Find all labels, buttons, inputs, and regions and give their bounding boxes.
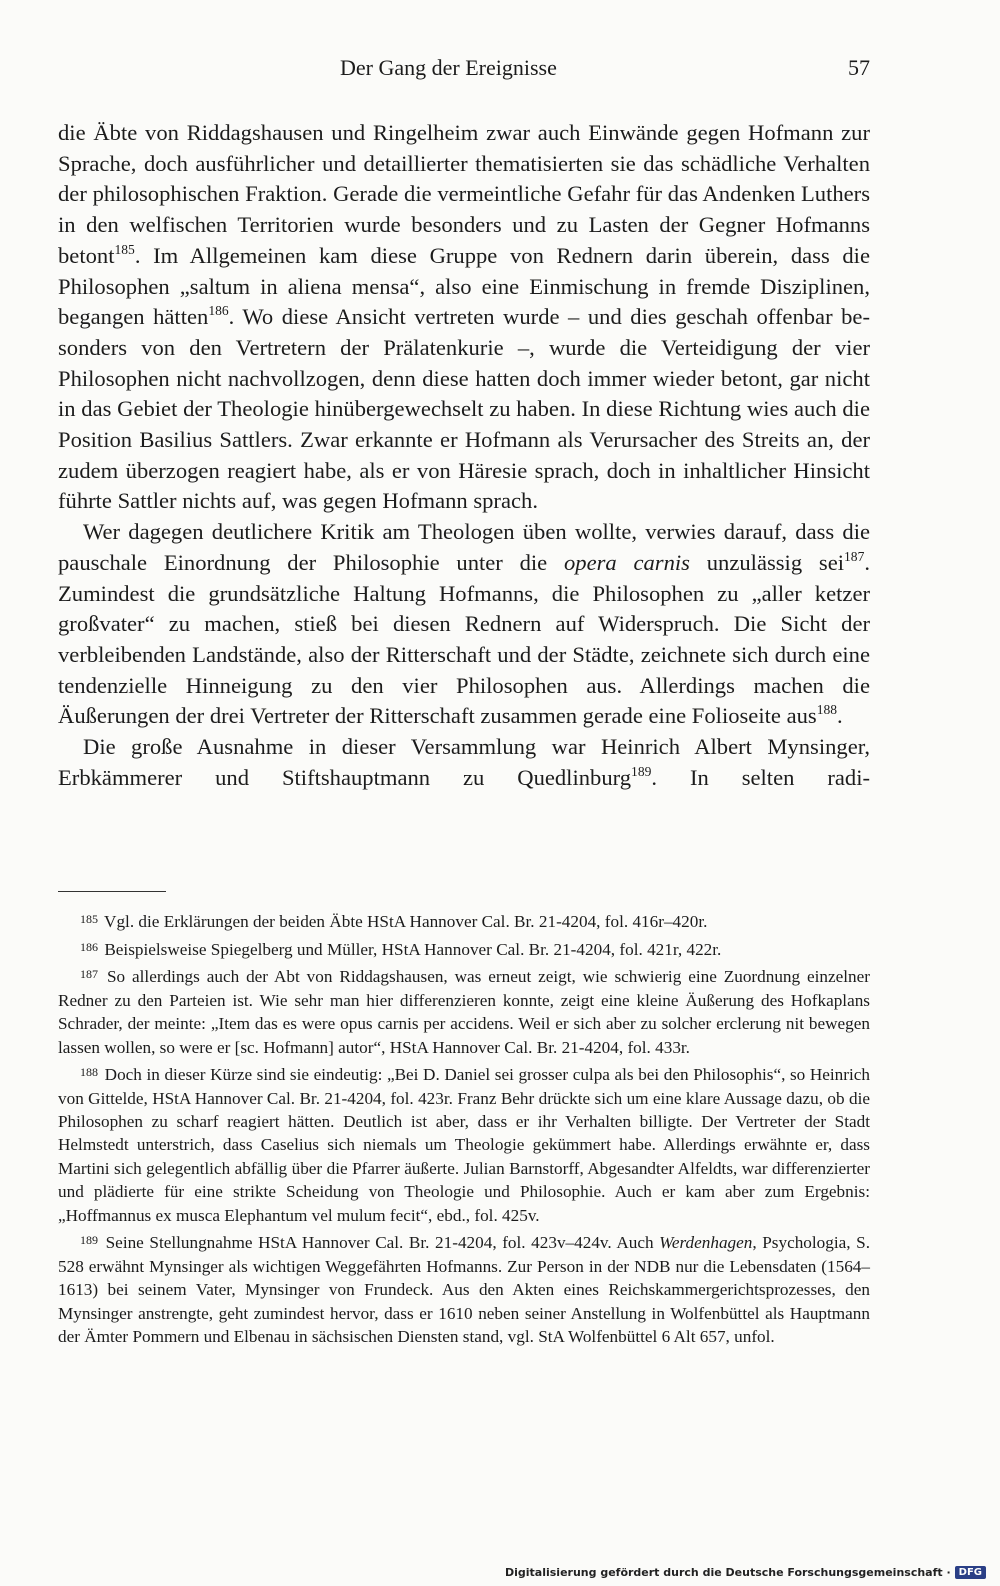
footnote-text: Seine Stellungnahme HStA Hannover Cal. Br. 21-4204, fol. 423v–424v. Auch [105, 1233, 660, 1253]
footnote-ref-189: 189 [631, 763, 652, 779]
footnote-ref-187: 187 [844, 549, 865, 565]
digitization-note: Digitalisierung gefördert durch die Deutsche Forschungsgemeinschaft · [504, 1565, 951, 1579]
italic-author: Werdenhagen [659, 1233, 753, 1253]
footnote-ref-186: 186 [208, 303, 229, 319]
page-header [58, 55, 870, 89]
footnote-number: 186 [80, 939, 99, 954]
paragraph [58, 732, 870, 793]
page-number: 57 [848, 55, 870, 80]
footnote-text: Vgl. die Erklärungen der beiden Äbte HStA Hannover Cal. Br. 21-4204, fol. 416r–420r. [104, 912, 708, 932]
footnote-185 [58, 908, 870, 934]
footnote-186 [58, 936, 870, 962]
text-run: Wer dagegen deutlichere Kritik am Theologen üben wollte, verwies darauf, dass die pauschale Einordnung der Philosophie unter die [58, 519, 870, 575]
paragraph [58, 118, 870, 517]
paragraph [58, 517, 870, 732]
footnote-number: 188 [80, 1065, 99, 1080]
footnote-ref-185: 185 [114, 242, 135, 257]
text-run: die Äbte von Riddagshausen und Ringelheim zwar auch Einwände gegen Hofmann zur Sprache, doch ausführlicher und detaillierter thematisierten sie das schädliche Verhalten der philosophischen Fraktion. Gerade die vermeintliche Gefahr für das Andenken Luthers in den welfischen Territorien wurde besonders und zu Lasten der Gegner Hofmanns betont [58, 120, 870, 268]
book-page [58, 0, 870, 1586]
text-run: . In selten radi- [651, 764, 870, 790]
footnote-separator [58, 891, 166, 892]
italic-term: opera carnis [563, 549, 690, 575]
dfg-logo: DFG [955, 1566, 986, 1579]
running-title: Der Gang der Ereignisse [340, 55, 557, 80]
text-run: Die große Ausnahme in dieser Versammlung war Heinrich Albert Mynsinger, Erbkämmerer und Stiftshauptmann zu Quedlinburg [58, 734, 870, 790]
text-run: . Zumindest die grundsätzliche Haltung Hofmanns, die Philosophen zu „aller ketzer großvater“ zu machen, stieß bei diesen Rednern auf Widerspruch. Die Sicht der verbleibenden Landstände, also der Ritterschaft und der Städte, zeichnete sich durch eine tendenzielle Hinneigung zu den vier Philosophen aus. Allerdings machen die Äußerungen der drei Vertreter der Ritterschaft zusammen gerade eine Folioseite aus [58, 549, 870, 729]
text-run: . [837, 703, 843, 729]
main-text [58, 118, 870, 793]
footnote-ref-188: 188 [816, 702, 838, 718]
text-run: . Wo diese Ansicht vertreten wurde – und dies geschah offenbar besonders von den Vertretern der Prälatenkurie –, wurde die Verteidigung der vier Philosophen nicht nachvollzogen, denn diese hatten doch immer wieder betont, gar nicht in das Gebiet der Theologie hinübergewechselt zu haben. In diese Richtung wies auch die Position Basilius Sattlers. Zwar erkannte er Hofmann als Verursacher des Streits an, der zudem überzogen reagiert habe, als er von Häresie sprach, doch in inhaltlicher Hinsicht führte Sattler nichts auf, was gegen Hofmann sprach. [58, 304, 870, 514]
text-run: unzulässig sei [689, 549, 845, 575]
footnote-text: Doch in dieser Kürze sind sie eindeutig: „Bei D. Daniel sei grosser culpa als bei den Philosophis“, so Heinrich von Gittelde, HStA Hannover Cal. Br. 21-4204, fol. 423r. Franz Behr drückte sich um eine klare Aussage dazu, ob die Philosophen zu scharf reagiert hätten. Deutlich ist aber, dass er ihr Verhalten billigte. Der Vertreter der Stadt Helmstedt unterstrich, dass Caselius sich niemals um Theologie gekümmert habe. Allerdings erwähnte er, dass Martini sich gelegentlich abfällig über die Pfarrer äußerte. Julian Barnstorff, Abgesandter Alfeldts, war differenzierter und plädierte für eine strikte Scheidung von Theologie und Philosophie. Auch er kam aber zum Ergebnis: „Hoffmannus ex musca Elephantum vel mulum fecit“, ebd., fol. 425v. [58, 1065, 870, 1225]
footnote-number: 189 [80, 1233, 99, 1248]
footnote-text: , Psychologia, S. 528 erwähnt Mynsinger als wichtigen Weggefährten Hofmanns. Zur Person in der NDB nur die Lebensdaten (1564–1613) bei seinem Vater, Mynsinger von Frundeck. Aus den Akten eines Reichskammergerichtsprozesses, den Mynsinger anstrengte, geht zumindest hervor, dass er 1610 neben seiner Anstellung in Wolfenbüttel als Hauptmann der Ämter Pommern und Elbenau in sächsischen Diensten stand, vgl. StA Wolfenbüttel 6 Alt 657, unfol. [58, 1233, 870, 1346]
digitization-credit [505, 1563, 986, 1581]
footnote-number: 185 [80, 912, 99, 926]
footnote-text: Beispielsweise Spiegelberg und Müller, HStA Hannover Cal. Br. 21-4204, fol. 421r, 422r. [104, 939, 722, 959]
footnote-text: So allerdings auch der Abt von Riddagshausen, was erneut zeigt, wie schwierig eine Zuordnung einzelner Redner zu den Parteien ist. Wie sehr man hier differenzieren konnte, zeigt eine kleine Äußerung des Hofkaplans Schrader, der meinte: „Item das es were opus carnis per accidens. Weil er sich aber zu solcher erclerung nit bewegen lassen wollen, so were er [sc. Hofmann] autor“, HStA Hannover Cal. Br. 21-4204, fol. 433r. [58, 967, 870, 1057]
footnote-188 [58, 1061, 870, 1227]
footnote-number: 187 [80, 967, 99, 982]
footnotes [58, 908, 870, 1350]
text-run: . Im Allgemeinen kam diese Gruppe von Rednern darin überein, dass die Philosophen „saltum in aliena mensa“, also eine Einmischung in fremde Disziplinen, begangen hätten [58, 242, 870, 330]
footnote-187 [58, 963, 870, 1059]
footnote-189 [58, 1229, 870, 1348]
